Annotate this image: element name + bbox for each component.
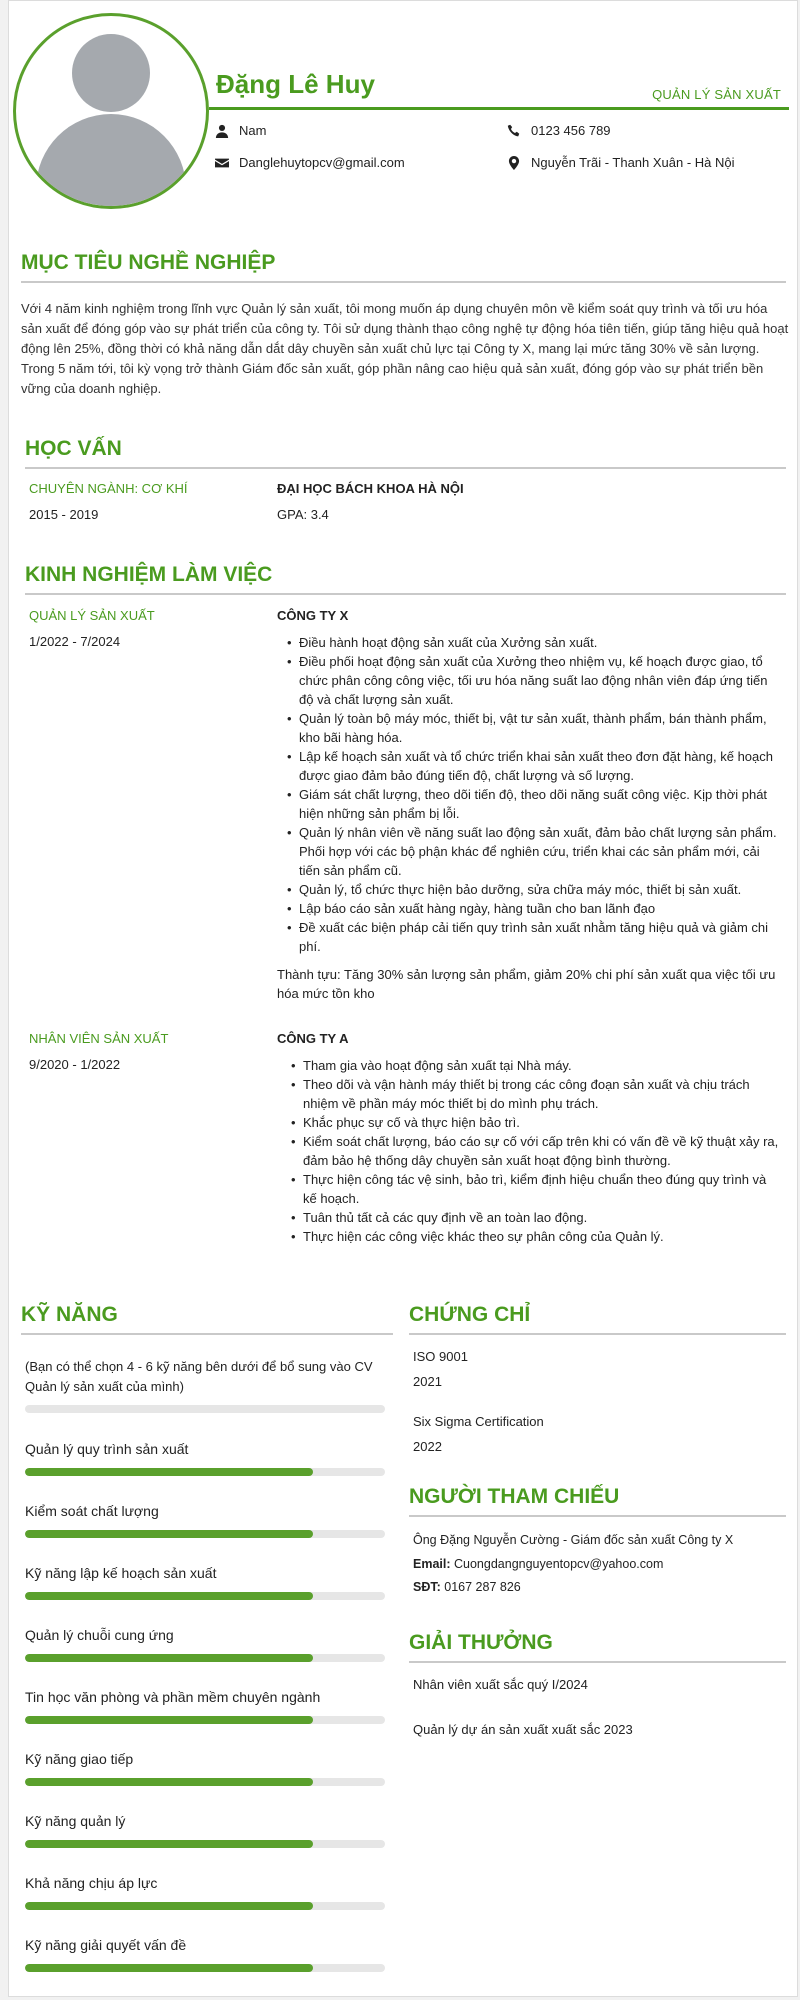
skill-level-bar	[25, 1592, 385, 1600]
avatar-body-shape	[36, 114, 186, 209]
certificate-year: 2021	[413, 1374, 442, 1389]
skill-name: Kỹ năng quản lý	[25, 1813, 126, 1829]
section-title-awards: GIẢI THƯỞNG	[409, 1631, 553, 1654]
skill-name: Kỹ năng giao tiếp	[25, 1751, 134, 1767]
education-school: ĐẠI HỌC BÁCH KHOA HÀ NỘI	[277, 481, 464, 496]
list-item: • Kiểm soát chất lượng, báo cáo sự cố với cấp trên khi có vấn đề về kỹ thuật xảy ra, đảm bảo hệ thống dây chuyền sản xuất hoạt động bình thường.	[291, 1132, 783, 1170]
list-item: • Thực hiện các công việc khác theo sự phân công của Quản lý.	[291, 1227, 783, 1246]
skill-level-bar	[25, 1840, 385, 1848]
skill-level-bar	[25, 1902, 385, 1910]
list-item: • Tuân thủ tất cả các quy định về an toàn lao động.	[291, 1208, 783, 1227]
section-title-objective: MỤC TIÊU NGHỀ NGHIỆP	[21, 251, 276, 274]
reference-email-row	[413, 1557, 663, 1571]
contact-address	[507, 155, 735, 170]
phone-icon	[507, 124, 521, 138]
section-divider	[21, 1333, 393, 1335]
reference-person: Ông Đặng Nguyễn Cường - Giám đốc sản xuất Công ty X	[413, 1533, 734, 1547]
list-item: • Thực hiện công tác vệ sinh, bảo trì, kiểm định hiệu chuẩn theo đúng quy trình và kế hoạch.	[291, 1170, 783, 1208]
skill-level-bar	[25, 1530, 385, 1538]
skill-level-bar	[25, 1964, 385, 1972]
email-text[interactable]: Danglehuytopcv@gmail.com	[239, 155, 405, 170]
map-marker-icon	[507, 156, 521, 170]
reference-email-label: Email:	[413, 1557, 451, 1571]
reference-phone-row	[413, 1580, 521, 1594]
cv-page	[8, 0, 798, 1997]
section-title-education: HỌC VẤN	[25, 437, 122, 460]
skill-level-bar	[25, 1716, 385, 1724]
skills-note-bar	[25, 1405, 385, 1413]
skill-name: Kiểm soát chất lượng	[25, 1503, 159, 1519]
certificate-name: ISO 9001	[413, 1349, 468, 1364]
job-duties-list	[287, 633, 783, 956]
candidate-name: Đặng Lê Huy	[216, 69, 375, 99]
list-item: • Quản lý, tổ chức thực hiện bảo dưỡng, sửa chữa máy móc, thiết bị sản xuất.	[287, 880, 783, 899]
reference-phone-label: SĐT:	[413, 1580, 441, 1594]
contact-gender	[215, 123, 266, 138]
list-item: • Lập báo cáo sản xuất hàng ngày, hàng tuần cho ban lãnh đạo	[287, 899, 783, 918]
job-role: NHÂN VIÊN SẢN XUẤT	[29, 1031, 169, 1046]
list-item: • Điều hành hoạt động sản xuất của Xưởng sản xuất.	[287, 633, 783, 652]
objective-text: Với 4 năm kinh nghiệm trong lĩnh vực Quản lý sản xuất, tôi mong muốn áp dụng chuyên môn về kiểm soát quy trình và tối ưu hóa sản xuất để đóng góp vào sự phát triển của công ty. Tôi sử dụng thành thạo công nghệ tự động hóa tiên tiến, giúp tăng hiệu quả hoạt động lên 25%, đồng thời có khả năng dẫn dắt dây chuyền sản xuất chủ lực tại Công ty X, mang lại mức tăng 30% về sản lượng. Trong 5 năm tới, tôi kỳ vọng trở thành Giám đốc sản xuất, góp phần nâng cao hiệu quả sản xuất, đóng góp vào sự phát triển bền vững của doanh nghiệp.	[21, 301, 789, 396]
skill-level-fill	[25, 1654, 313, 1662]
section-title-certificates: CHỨNG CHỈ	[409, 1303, 531, 1326]
job-period: 1/2022 - 7/2024	[29, 634, 121, 649]
list-item: • Theo dõi và vận hành máy thiết bị trong các công đoạn sản xuất và chịu trách nhiệm về phần máy móc thiết bị do mình phụ trách.	[291, 1075, 783, 1113]
avatar-placeholder	[13, 13, 209, 209]
skills-note: (Bạn có thể chọn 4 - 6 kỹ năng bên dưới để bổ sung vào CV Quản lý sản xuất của mình)	[25, 1359, 373, 1394]
avatar-head-shape	[72, 34, 150, 112]
skill-level-fill	[25, 1592, 313, 1600]
award-item: Nhân viên xuất sắc quý I/2024	[413, 1677, 588, 1692]
section-title-experience: KINH NGHIỆM LÀM VIỆC	[25, 563, 273, 586]
skill-level-bar	[25, 1778, 385, 1786]
section-title-skills: KỸ NĂNG	[21, 1303, 118, 1326]
list-item: • Giám sát chất lượng, theo dõi tiến độ, theo dõi năng suất công việc. Kịp thời phát hiện những sản phẩm bị lỗi.	[287, 785, 783, 823]
section-divider	[21, 281, 786, 283]
skill-level-bar	[25, 1468, 385, 1476]
skill-level-fill	[25, 1716, 313, 1724]
education-major: CHUYÊN NGÀNH: CƠ KHÍ	[29, 481, 188, 496]
certificate-year: 2022	[413, 1439, 442, 1454]
job-achievement: Thành tựu: Tăng 30% sản lượng sản phẩm, giảm 20% chi phí sản xuất qua việc tối ưu hóa mức tồn kho	[277, 967, 776, 1001]
job-role: QUẢN LÝ SẢN XUẤT	[29, 608, 155, 623]
envelope-icon	[215, 156, 229, 170]
skill-name: Quản lý quy trình sản xuất	[25, 1441, 189, 1457]
skill-name: Kỹ năng lập kế hoạch sản xuất	[25, 1565, 217, 1581]
header-divider	[209, 107, 789, 110]
list-item: • Đề xuất các biện pháp cải tiến quy trình sản xuất nhằm tăng hiệu quả và giảm chi phí.	[287, 918, 783, 956]
skill-level-fill	[25, 1530, 313, 1538]
section-divider	[409, 1515, 786, 1517]
skill-name: Tin học văn phòng và phần mềm chuyên ngành	[25, 1689, 321, 1705]
list-item: • Lập kế hoạch sản xuất và tổ chức triển khai sản xuất theo đơn đặt hàng, kế hoạch được giao đảm bảo đúng tiến độ, chất lượng và số lượng.	[287, 747, 783, 785]
list-item: • Quản lý nhân viên về năng suất lao động sản xuất, đảm bảo chất lượng sản phẩm. Phối hợp với các bộ phận khác để nghiên cứu, triển khai các sản phẩm mới, cải tiến sản phẩm cũ.	[287, 823, 783, 880]
skill-level-fill	[25, 1778, 313, 1786]
section-divider	[409, 1333, 786, 1335]
gender-text: Nam	[239, 123, 267, 138]
phone-text: 0123 456 789	[531, 123, 611, 138]
skill-level-fill	[25, 1840, 313, 1848]
reference-email[interactable]: Cuongdangnguyentopcv@yahoo.com	[454, 1557, 664, 1571]
job-company: CÔNG TY X	[277, 608, 349, 623]
skill-level-fill	[25, 1468, 313, 1476]
education-gpa: GPA: 3.4	[277, 507, 329, 522]
skill-level-fill	[25, 1964, 313, 1972]
list-item: • Tham gia vào hoạt động sản xuất tại Nhà máy.	[291, 1056, 783, 1075]
skill-level-bar	[25, 1654, 385, 1662]
person-icon	[215, 124, 229, 138]
section-divider	[409, 1661, 786, 1663]
skill-name: Quản lý chuỗi cung ứng	[25, 1627, 174, 1643]
reference-phone: 0167 287 826	[444, 1580, 521, 1594]
section-divider	[25, 593, 786, 595]
skill-level-fill	[25, 1902, 313, 1910]
job-period: 9/2020 - 1/2022	[29, 1057, 121, 1072]
skill-name: Kỹ năng giải quyết vấn đề	[25, 1937, 187, 1953]
education-period: 2015 - 2019	[29, 507, 99, 522]
contact-phone	[507, 123, 611, 138]
job-company: CÔNG TY A	[277, 1031, 349, 1046]
job-duties-list	[291, 1056, 783, 1246]
address-text: Nguyễn Trãi - Thanh Xuân - Hà Nội	[531, 155, 735, 170]
section-title-references: NGƯỜI THAM CHIẾU	[409, 1485, 620, 1508]
award-item: Quản lý dự án sản xuất xuất sắc 2023	[413, 1722, 633, 1737]
list-item: • Điều phối hoạt động sản xuất của Xưởng theo nhiệm vụ, kế hoạch được giao, tổ chức phân công công việc, tối ưu hóa năng suất lao động nhân viên đáp ứng tiến độ và chất lượng sản xuất.	[287, 652, 783, 709]
certificate-name: Six Sigma Certification	[413, 1414, 544, 1429]
list-item: • Quản lý toàn bộ máy móc, thiết bị, vật tư sản xuất, thành phẩm, bán thành phẩm, kho bãi hàng hóa.	[287, 709, 783, 747]
candidate-position: QUẢN LÝ SẢN XUẤT	[652, 87, 781, 102]
contact-email	[215, 155, 405, 170]
section-divider	[25, 467, 786, 469]
skill-name: Khả năng chịu áp lực	[25, 1875, 158, 1891]
list-item: • Khắc phục sự cố và thực hiện bảo trì.	[291, 1113, 783, 1132]
